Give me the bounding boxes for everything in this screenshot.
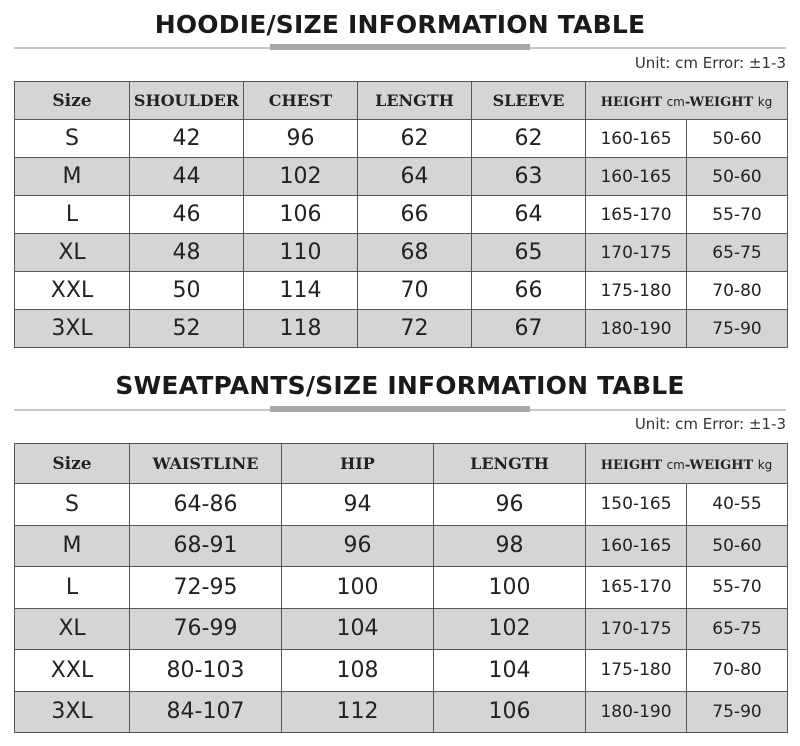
header-size: Size <box>15 444 130 484</box>
table-cell: 68 <box>358 234 472 272</box>
table-cell: 180-190 <box>586 310 687 348</box>
sweatpants-title: SWEATPANTS/SIZE INFORMATION TABLE <box>115 371 685 400</box>
size-cell: XXL <box>15 650 130 692</box>
hoodie-header-row <box>15 82 788 120</box>
table-cell: 70-80 <box>687 650 788 692</box>
table-cell: 68-91 <box>130 525 282 567</box>
size-cell: L <box>15 196 130 234</box>
table-cell: 175-180 <box>586 272 687 310</box>
table-cell: 55-70 <box>687 196 788 234</box>
header-size: Size <box>15 82 130 120</box>
table-cell: 160-165 <box>586 120 687 158</box>
table-cell: 80-103 <box>130 650 282 692</box>
table-cell: 170-175 <box>586 608 687 650</box>
table-cell: 160-165 <box>586 158 687 196</box>
table-cell: 102 <box>434 608 586 650</box>
table-cell: 104 <box>282 608 434 650</box>
table-cell: 150-165 <box>586 484 687 526</box>
table-cell: 52 <box>130 310 244 348</box>
table-cell: 72 <box>358 310 472 348</box>
table-cell: 62 <box>358 120 472 158</box>
table-cell: 114 <box>244 272 358 310</box>
size-cell: XXL <box>15 272 130 310</box>
table-cell: 50-60 <box>687 120 788 158</box>
table-row <box>15 691 788 733</box>
table-row <box>15 234 788 272</box>
header-length: LENGTH <box>434 444 586 484</box>
table-cell: 96 <box>282 525 434 567</box>
table-row <box>15 484 788 526</box>
table-row <box>15 196 788 234</box>
table-cell: 108 <box>282 650 434 692</box>
table-cell: 96 <box>434 484 586 526</box>
header-chest: CHEST <box>244 82 358 120</box>
table-cell: 112 <box>282 691 434 733</box>
header-height-weight: HEIGHT cm-WEIGHT kg <box>586 444 788 484</box>
header-shoulder: SHOULDER <box>130 82 244 120</box>
size-cell: XL <box>15 234 130 272</box>
table-cell: 106 <box>434 691 586 733</box>
table-cell: 165-170 <box>586 567 687 609</box>
table-row <box>15 608 788 650</box>
table-cell: 76-99 <box>130 608 282 650</box>
table-cell: 63 <box>472 158 586 196</box>
table-cell: 118 <box>244 310 358 348</box>
table-cell: 84-107 <box>130 691 282 733</box>
table-cell: 64 <box>472 196 586 234</box>
table-row <box>15 650 788 692</box>
size-cell: S <box>15 120 130 158</box>
table-cell: 70 <box>358 272 472 310</box>
table-cell: 46 <box>130 196 244 234</box>
table-cell: 70-80 <box>687 272 788 310</box>
header-sleeve: SLEEVE <box>472 82 586 120</box>
table-cell: 64 <box>358 158 472 196</box>
table-cell: 65-75 <box>687 608 788 650</box>
size-cell: 3XL <box>15 310 130 348</box>
table-cell: 50-60 <box>687 158 788 196</box>
table-cell: 66 <box>358 196 472 234</box>
table-cell: 67 <box>472 310 586 348</box>
header-length: LENGTH <box>358 82 472 120</box>
table-cell: 94 <box>282 484 434 526</box>
table-cell: 50 <box>130 272 244 310</box>
header-waistline: WAISTLINE <box>130 444 282 484</box>
table-cell: 62 <box>472 120 586 158</box>
sweatpants-unit-note: Unit: cm Error: ±1-3 <box>634 415 786 433</box>
table-row <box>15 158 788 196</box>
table-cell: 102 <box>244 158 358 196</box>
header-hip: HIP <box>282 444 434 484</box>
size-cell: 3XL <box>15 691 130 733</box>
table-row <box>15 525 788 567</box>
table-cell: 42 <box>130 120 244 158</box>
hoodie-unit-note: Unit: cm Error: ±1-3 <box>634 54 786 72</box>
table-cell: 98 <box>434 525 586 567</box>
table-cell: 175-180 <box>586 650 687 692</box>
table-cell: 48 <box>130 234 244 272</box>
table-cell: 106 <box>244 196 358 234</box>
hoodie-title: HOODIE/SIZE INFORMATION TABLE <box>154 10 646 39</box>
table-cell: 55-70 <box>687 567 788 609</box>
sweatpants-title-accent <box>270 406 530 412</box>
sweatpants-size-table <box>14 443 788 733</box>
table-cell: 72-95 <box>130 567 282 609</box>
table-cell: 96 <box>244 120 358 158</box>
table-cell: 64-86 <box>130 484 282 526</box>
table-row <box>15 272 788 310</box>
table-row <box>15 310 788 348</box>
table-cell: 65-75 <box>687 234 788 272</box>
table-cell: 170-175 <box>586 234 687 272</box>
table-row <box>15 567 788 609</box>
table-cell: 50-60 <box>687 525 788 567</box>
size-cell: S <box>15 484 130 526</box>
table-cell: 160-165 <box>586 525 687 567</box>
table-cell: 44 <box>130 158 244 196</box>
table-cell: 104 <box>434 650 586 692</box>
table-cell: 100 <box>434 567 586 609</box>
size-cell: M <box>15 525 130 567</box>
table-cell: 40-55 <box>687 484 788 526</box>
table-cell: 75-90 <box>687 310 788 348</box>
size-cell: L <box>15 567 130 609</box>
table-cell: 100 <box>282 567 434 609</box>
table-row <box>15 120 788 158</box>
table-cell: 180-190 <box>586 691 687 733</box>
hoodie-size-table <box>14 81 788 348</box>
sweatpants-header-row <box>15 444 788 484</box>
header-height-weight: HEIGHT cm-WEIGHT kg <box>586 82 788 120</box>
table-cell: 66 <box>472 272 586 310</box>
table-cell: 65 <box>472 234 586 272</box>
table-cell: 75-90 <box>687 691 788 733</box>
hoodie-title-accent <box>270 44 530 50</box>
table-cell: 110 <box>244 234 358 272</box>
table-cell: 165-170 <box>586 196 687 234</box>
size-cell: M <box>15 158 130 196</box>
size-cell: XL <box>15 608 130 650</box>
